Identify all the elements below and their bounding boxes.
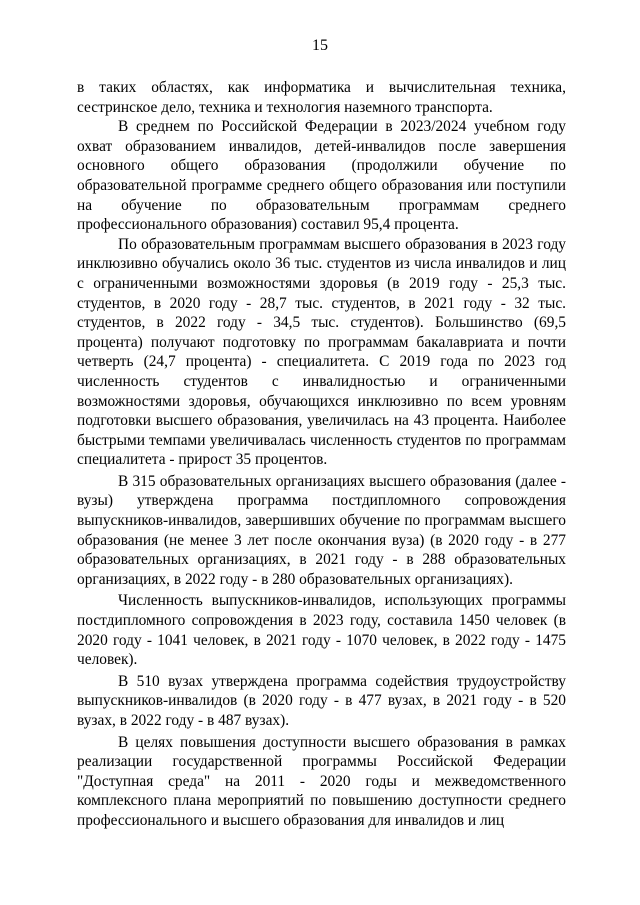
paragraph-employment-program: В 510 вузах утверждена программа содействия трудоустройству выпускников-инвалидов (в 2020 году - в 477 вузах, в 2021 году - в 520 вузах, в 2022 году - в 487 вузах).: [77, 672, 566, 729]
page-number: 15: [312, 37, 328, 54]
paragraph-higher-education-students: По образовательным программам высшего образования в 2023 году инклюзивно обучались около 36 тыс. студентов из числа инвалидов и лиц с ограниченными возможностями здоровья (в 2019 году - 25,3 тыс. студентов, в 2020 году - 28,7 тыс. студентов, в 2021 году - 32 тыс. студентов, в 2022 году - 34,5 тыс. студентов). Большинство (69,5 процента) получают подготовку по программам бакалавриата и почти четверть (24,7 процента) - специалитета. С 2019 года по 2023 год численность студентов с инвалидностью и ограниченными возможностями здоровья, обучающихся инклюзивно по всем уровням подготовки высшего образования, увеличилась на 43 процента. Наиболее быстрыми темпами увеличивалась численность студентов по программам специалитета - прирост 35 процентов.: [77, 235, 566, 469]
paragraph-coverage-rate: В среднем по Российской Федерации в 2023/2024 учебном году охват образованием инвалидов, детей-инвалидов после завершения основного общего образования (продолжили обучение по образовательной программе среднего общего образования или поступили на обучение по образовательным программам среднего профессионального образования) составил 95,4 процента.: [77, 118, 566, 234]
paragraph-graduates-count: Численность выпускников-инвалидов, использующих программы постдипломного сопровождения в 2023 году, составила 1450 человек (в 2020 году - 1041 человек, в 2021 году - 1070 человек, в 2022 году - 1475 человек).: [77, 592, 566, 669]
paragraph-postgraduate-support: В 315 образовательных организациях высшего образования (далее - вузы) утверждена программа постдипломного сопровождения выпускников-инвалидов, завершивших обучение по программам высшего образования (не менее 3 лет после окончания вуза) (в 2020 году - в 277 образовательных организациях, в 2021 году - в 288 образовательных организациях, в 2022 году - в 280 образовательных организациях).: [77, 472, 566, 588]
paragraph-continuation: в таких областях, как информатика и вычислительная техника, сестринское дело, техника и технология наземного транспорта.: [77, 79, 566, 116]
paragraph-accessibility: В целях повышения доступности высшего образования в рамках реализации государственной программы Российской Федерации "Доступная среда" на 2011 - 2020 годы и межведомственного комплексного плана мероприятий по повышению доступности среднего профессионального и высшего образования для инвалидов и лиц: [77, 733, 566, 829]
document-body: [77, 78, 566, 831]
